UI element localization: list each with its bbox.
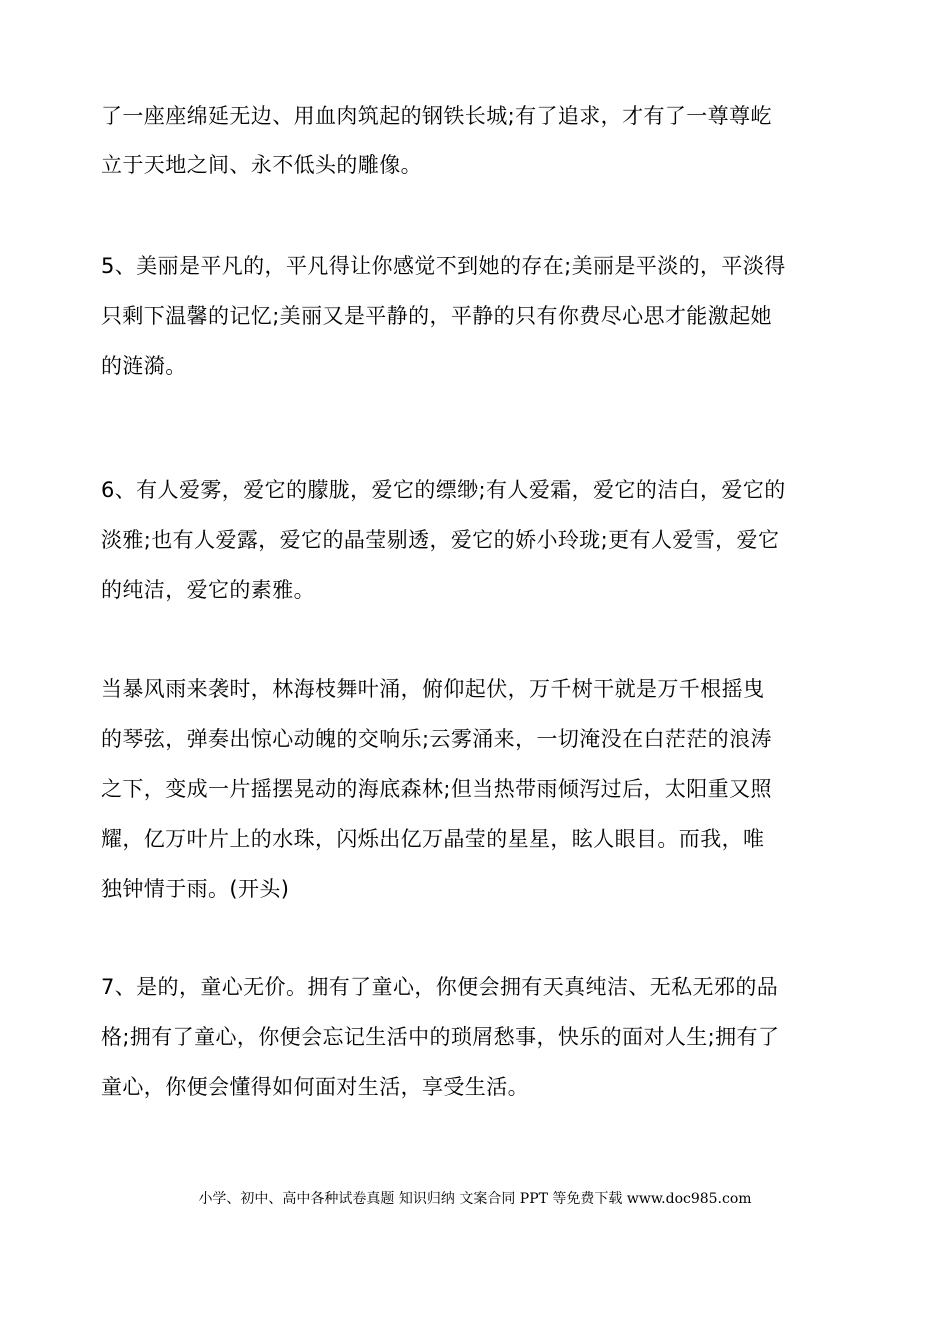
page-footer: 小学、初中、高中各种试卷真题 知识归纳 文案合同 PPT 等免费下载 www.doc985.com [198,1191,752,1207]
paragraph-4-line-5: 独钟情于雨。(开头) [101,877,290,901]
paragraph-2-line-1: 5、美丽是平凡的，平凡得让你感觉不到她的存在;美丽是平淡的，平淡得 [101,254,786,278]
paragraph-1-line-2: 立于天地之间、永不低头的雕像。 [101,153,422,177]
paragraph-4-line-3: 之下，变成一片摇摆晃动的海底森林;但当热带雨倾泻过后，太阳重又照 [101,777,772,801]
paragraph-3-line-1: 6、有人爱雾，爱它的朦胧，爱它的缥缈;有人爱霜，爱它的洁白，爱它的 [101,478,786,502]
paragraph-2-line-3: 的涟漪。 [101,354,187,378]
paragraph-2-line-2: 只剩下温馨的记忆;美丽又是平静的，平静的只有你费尽心思才能激起她 [101,304,772,328]
paragraph-5-line-2: 格;拥有了童心，你便会忘记生活中的琐屑愁事，快乐的面对人生;拥有了 [101,1025,780,1049]
paragraph-4-line-1: 当暴风雨来袭时，林海枝舞叶涌，俯仰起伏，万千树干就是万千根摇曳 [101,677,765,701]
paragraph-5-line-1: 7、是的，童心无价。拥有了童心，你便会拥有天真纯洁、无私无邪的品 [101,975,779,999]
paragraph-4-line-4: 耀，亿万叶片上的水珠，闪烁出亿万晶莹的星星，眩人眼目。而我，唯 [101,827,765,851]
paragraph-3-line-3: 的纯洁，爱它的素雅。 [101,578,315,602]
paragraph-1-line-1: 了一座座绵延无边、用血肉筑起的钢铁长城;有了追求，才有了一尊尊屹 [101,104,772,128]
paragraph-5-line-3: 童心，你便会懂得如何面对生活，享受生活。 [101,1075,529,1099]
paragraph-4-line-2: 的琴弦，弹奏出惊心动魄的交响乐;云雾涌来，一切淹没在白茫茫的浪涛 [101,727,772,751]
paragraph-3-line-2: 淡雅;也有人爱露，爱它的晶莹剔透，爱它的娇小玲珑;更有人爱雪，爱它 [101,528,780,552]
